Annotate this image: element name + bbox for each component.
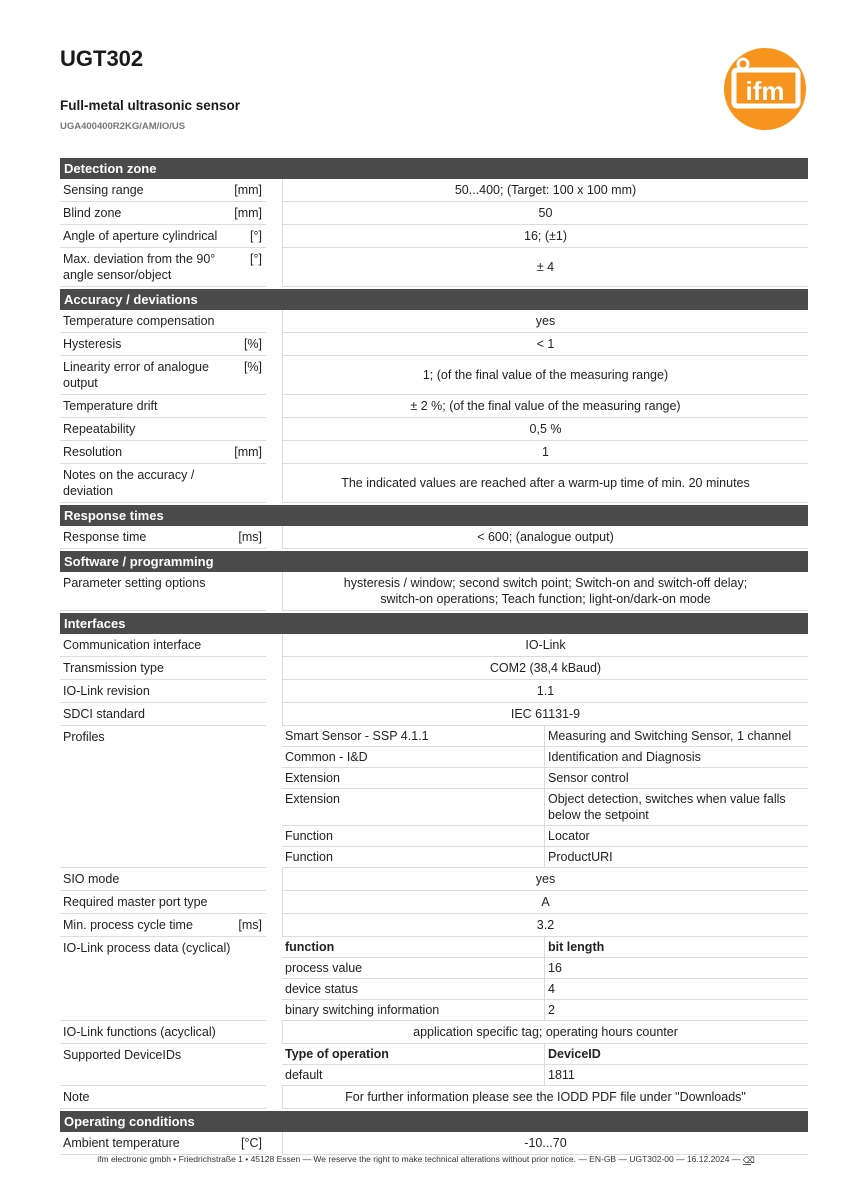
bit-length: 2 xyxy=(544,1000,808,1020)
table-row xyxy=(60,914,808,937)
row-label: SDCI standard xyxy=(63,707,145,721)
page-footer xyxy=(0,1154,848,1165)
profile-type: Extension xyxy=(285,792,340,806)
row-label: Transmission type xyxy=(63,661,164,675)
table-row xyxy=(60,680,808,703)
table-row xyxy=(60,418,808,441)
subtable-row xyxy=(282,958,808,979)
row-unit: [%] xyxy=(243,337,262,351)
row-unit xyxy=(230,421,266,437)
subtable-row xyxy=(282,979,808,1000)
row-value: hysteresis / window; second switch point; Switch-on and switch-off delay; switch-on operations; Teach function; light-on/dark-on mode xyxy=(282,572,808,611)
row-value: 3.2 xyxy=(282,914,808,937)
table-row xyxy=(60,441,808,464)
bit-length: 4 xyxy=(544,979,808,999)
profile-type: Smart Sensor - SSP 4.1.1 xyxy=(285,729,429,743)
row-unit: [ms] xyxy=(238,530,262,544)
table-row xyxy=(60,464,808,503)
table-row xyxy=(60,248,808,287)
subtable-row xyxy=(282,1065,808,1086)
row-label: Min. process cycle time xyxy=(63,918,193,932)
profile-description: Locator xyxy=(544,826,808,846)
profile-description: Measuring and Switching Sensor, 1 channel xyxy=(544,726,808,746)
bit-length: 16 xyxy=(544,958,808,978)
process-function: binary switching information xyxy=(285,1003,440,1017)
table-row xyxy=(60,310,808,333)
row-unit xyxy=(230,313,266,329)
subtable-row xyxy=(282,826,808,847)
column-header: DeviceID xyxy=(544,1044,808,1064)
product-subtitle: Full-metal ultrasonic sensor xyxy=(60,98,241,113)
row-label: IO-Link revision xyxy=(63,684,150,698)
table-row xyxy=(60,225,808,248)
table-row xyxy=(60,868,808,891)
profiles-subtable xyxy=(282,726,808,868)
product-title: UGT302 xyxy=(60,46,144,71)
table-row xyxy=(60,1132,808,1155)
row-label: Required master port type xyxy=(63,895,208,909)
row-value: 50...400; (Target: 100 x 100 mm) xyxy=(282,179,808,202)
row-value: 1; (of the final value of the measuring range) xyxy=(282,356,808,395)
table-row xyxy=(60,891,808,914)
row-label: Note xyxy=(63,1090,90,1104)
subtable-row xyxy=(282,789,808,826)
row-value: yes xyxy=(282,868,808,891)
table-row xyxy=(60,356,808,395)
row-unit: [mm] xyxy=(234,183,262,197)
row-unit: [°] xyxy=(250,229,262,243)
table-row xyxy=(60,395,808,418)
row-label: Resolution xyxy=(63,445,123,459)
section-detection-zone: Detection zone xyxy=(60,158,808,179)
row-unit xyxy=(230,575,266,607)
footer-text: ifm electronic gmbh • Friedrichstraße 1 • 45128 Essen — We reserve the right to make technical alterations without prior notice. — EN-GB — UGT302-00 — 16.12.2024 — xyxy=(97,1154,741,1164)
row-unit: [°] xyxy=(250,252,262,266)
profile-type: Function xyxy=(285,850,333,864)
datasheet-table xyxy=(60,156,808,1155)
row-value: IO-Link xyxy=(282,634,808,657)
row-label: Blind zone xyxy=(63,206,122,220)
row-value: 50 xyxy=(282,202,808,225)
row-unit: [%] xyxy=(243,360,262,374)
row-value: ± 2 %; (of the final value of the measuring range) xyxy=(282,395,808,418)
row-value: < 600; (analogue output) xyxy=(282,526,808,549)
table-row xyxy=(60,526,808,549)
device-ids-subtable xyxy=(282,1044,808,1086)
row-value: -10...70 xyxy=(282,1132,808,1155)
row-label: Parameter setting options xyxy=(63,576,206,590)
column-header: function xyxy=(285,940,335,954)
profile-description: Sensor control xyxy=(544,768,808,788)
subtable-row xyxy=(282,726,808,747)
profile-description: Identification and Diagnosis xyxy=(544,747,808,767)
row-unit: [mm] xyxy=(234,206,262,220)
subtable-header xyxy=(282,1044,808,1065)
table-row xyxy=(60,202,808,225)
row-unit: [ms] xyxy=(238,918,262,932)
row-label: Notes on the accuracy / deviation xyxy=(63,468,195,498)
table-row xyxy=(60,572,808,611)
process-function: device status xyxy=(285,982,358,996)
table-row xyxy=(60,1086,808,1109)
row-label: Supported DeviceIDs xyxy=(60,1044,266,1086)
row-label: Temperature drift xyxy=(63,399,158,413)
row-label: Hysteresis xyxy=(63,337,122,351)
section-accuracy: Accuracy / deviations xyxy=(60,289,808,310)
trash-bin-icon: ⌫ xyxy=(742,1155,755,1165)
profile-type: Extension xyxy=(285,771,340,785)
row-label: Communication interface xyxy=(63,638,202,652)
table-row-profiles xyxy=(60,726,808,868)
row-value: 16; (±1) xyxy=(282,225,808,248)
table-row xyxy=(60,179,808,202)
table-row xyxy=(60,1021,808,1044)
profile-description: Object detection, switches when value falls below the setpoint xyxy=(544,789,808,825)
svg-text:ifm: ifm xyxy=(745,76,785,106)
table-row-process-data xyxy=(60,937,808,1021)
process-data-subtable xyxy=(282,937,808,1021)
subtable-row xyxy=(282,768,808,789)
row-label: Linearity error of analogue output xyxy=(63,360,209,390)
row-label: Max. deviation from the 90° angle sensor/object xyxy=(63,252,216,282)
column-header: Type of operation xyxy=(285,1047,389,1061)
row-unit: [°C] xyxy=(241,1136,262,1150)
row-label: Repeatability xyxy=(63,422,136,436)
section-response-times: Response times xyxy=(60,505,808,526)
table-row xyxy=(60,634,808,657)
row-label: SIO mode xyxy=(63,872,120,886)
table-row xyxy=(60,657,808,680)
row-label: Response time xyxy=(63,530,147,544)
row-value: 1 xyxy=(282,441,808,464)
row-value: 1.1 xyxy=(282,680,808,703)
row-label: Angle of aperture cylindrical xyxy=(63,229,218,243)
row-unit xyxy=(230,467,266,499)
profile-type: Common - I&D xyxy=(285,750,368,764)
row-value: yes xyxy=(282,310,808,333)
row-label: Ambient temperature xyxy=(63,1136,180,1150)
profile-description: ProductURI xyxy=(544,847,808,867)
row-value: A xyxy=(282,891,808,914)
row-unit: [mm] xyxy=(234,445,262,459)
row-value: 0,5 % xyxy=(282,418,808,441)
section-operating-conditions: Operating conditions xyxy=(60,1111,808,1132)
table-row-device-ids xyxy=(60,1044,808,1086)
row-label: Sensing range xyxy=(63,183,144,197)
table-row xyxy=(60,703,808,726)
row-value: application specific tag; operating hours counter xyxy=(282,1021,808,1044)
column-header: bit length xyxy=(544,937,808,957)
row-value: ± 4 xyxy=(282,248,808,287)
device-id: 1811 xyxy=(544,1065,808,1085)
row-label: IO-Link functions (acyclical) xyxy=(63,1025,216,1039)
process-function: process value xyxy=(285,961,363,975)
subtable-header xyxy=(282,937,808,958)
row-value: For further information please see the IODD PDF file under "Downloads" xyxy=(282,1086,808,1109)
row-value: The indicated values are reached after a warm-up time of min. 20 minutes xyxy=(282,464,808,503)
subtable-row xyxy=(282,1000,808,1021)
section-software: Software / programming xyxy=(60,551,808,572)
profile-type: Function xyxy=(285,829,333,843)
subtable-row xyxy=(282,847,808,868)
row-value: IEC 61131-9 xyxy=(282,703,808,726)
row-value: < 1 xyxy=(282,333,808,356)
subtable-row xyxy=(282,747,808,768)
row-label: IO-Link process data (cyclical) xyxy=(60,937,266,1021)
row-value: COM2 (38,4 kBaud) xyxy=(282,657,808,680)
table-row xyxy=(60,333,808,356)
section-interfaces: Interfaces xyxy=(60,613,808,634)
row-label: Profiles xyxy=(60,726,266,868)
row-label: Temperature compensation xyxy=(63,314,215,328)
ifm-logo xyxy=(724,48,806,130)
operation-type: default xyxy=(285,1068,323,1082)
article-code: UGA400400R2KG/AM/IO/US xyxy=(60,121,186,132)
row-unit xyxy=(230,398,266,414)
